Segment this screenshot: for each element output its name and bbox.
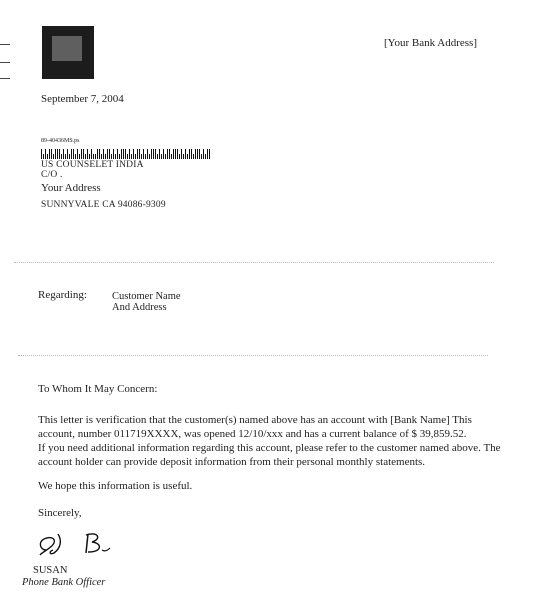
barcode-bar <box>105 154 106 159</box>
barcode-bar <box>165 154 166 159</box>
barcode-bar <box>41 149 42 159</box>
barcode-bar <box>209 149 210 159</box>
barcode-bar <box>49 149 50 159</box>
barcode-bar <box>147 149 148 159</box>
barcode-bar <box>163 149 164 159</box>
barcode-bar <box>111 154 112 159</box>
barcode-bar <box>133 149 134 159</box>
barcode-bar <box>63 149 64 159</box>
barcode-bar <box>65 154 66 159</box>
barcode-bar <box>141 154 142 159</box>
regarding-customer-name: Customer Name <box>112 291 181 302</box>
barcode-bar <box>69 154 70 159</box>
regarding-label: Regarding: <box>38 289 87 301</box>
barcode-bar <box>169 149 170 159</box>
bank-logo-redacted <box>42 26 94 79</box>
barcode-bar <box>115 154 116 159</box>
barcode-bar <box>127 154 128 159</box>
paragraph-line: account, number 011719XXXX, was opened 12/10/xxx and has a current balance of $ 39,859.52. <box>38 428 467 440</box>
barcode-bar <box>101 154 102 159</box>
barcode-bar <box>179 154 180 159</box>
barcode-bar <box>189 149 190 159</box>
barcode-bar <box>129 149 130 159</box>
barcode-bar <box>205 154 206 159</box>
barcode-bar <box>59 149 60 159</box>
logo-redaction-block <box>52 36 82 61</box>
barcode-bar <box>79 154 80 159</box>
barcode-bar <box>139 149 140 159</box>
postal-barcode <box>41 148 210 159</box>
barcode-bar <box>117 149 118 159</box>
barcode-bar <box>51 149 52 159</box>
salutation: To Whom It May Concern: <box>38 383 158 395</box>
barcode-bar <box>89 154 90 159</box>
barcode-bar <box>157 154 158 159</box>
barcode-bar <box>175 149 176 159</box>
barcode-bar <box>109 149 110 159</box>
barcode-bar <box>183 154 184 159</box>
barcode-bar <box>151 149 152 159</box>
barcode-bar <box>95 154 96 159</box>
barcode-bar <box>153 149 154 159</box>
barcode-bar <box>143 149 144 159</box>
barcode-bar <box>87 149 88 159</box>
barcode-bar <box>185 149 186 159</box>
barcode-bar <box>187 154 188 159</box>
barcode-bar <box>173 149 174 159</box>
barcode-bar <box>91 149 92 159</box>
barcode-bar <box>85 154 86 159</box>
barcode-bar <box>119 154 120 159</box>
paragraph-line: account holder can provide deposit information from their personal monthly statements. <box>38 456 426 468</box>
barcode-bar <box>137 149 138 159</box>
barcode-bar <box>149 154 150 159</box>
barcode-bar <box>81 149 82 159</box>
recipient-line-1: US COUNSELET INDIA <box>41 160 144 170</box>
barcode-bar <box>83 149 84 159</box>
barcode-bar <box>47 154 48 159</box>
barcode-bar <box>93 154 94 159</box>
barcode-bar <box>125 149 126 159</box>
letter-date: September 7, 2004 <box>41 93 124 105</box>
barcode-bar <box>71 149 72 159</box>
barcode-bar <box>75 154 76 159</box>
recipient-line-4: SUNNYVALE CA 94086-9309 <box>41 200 166 210</box>
barcode-bar <box>181 149 182 159</box>
paragraph-line: This letter is verification that the customer(s) named above has an account with [Bank Name] This <box>38 414 472 426</box>
barcode-bar <box>77 149 78 159</box>
barcode-bar <box>159 149 160 159</box>
barcode-bar <box>193 154 194 159</box>
fold-mark <box>0 44 10 45</box>
barcode-bar <box>135 154 136 159</box>
paragraph-line: If you need additional information regarding this account, please refer to the customer named above. The <box>38 442 501 454</box>
barcode-bar <box>107 149 108 159</box>
barcode-bar <box>123 149 124 159</box>
scan-artifact-line <box>18 355 488 357</box>
barcode-bar <box>167 149 168 159</box>
handwritten-signature <box>36 528 126 558</box>
barcode-bar <box>207 149 208 159</box>
barcode-bar <box>67 149 68 159</box>
barcode-bar <box>73 149 74 159</box>
barcode-bar <box>131 154 132 159</box>
barcode-bar <box>99 149 100 159</box>
barcode-bar <box>53 154 54 159</box>
scan-artifact-line <box>14 262 494 264</box>
regarding-address: And Address <box>112 302 167 313</box>
barcode-bar <box>113 149 114 159</box>
barcode-bar <box>201 154 202 159</box>
barcode-bar <box>61 154 62 159</box>
barcode-bar <box>191 149 192 159</box>
recipient-line-3: Your Address <box>41 182 101 194</box>
closing-paragraph: We hope this information is useful. <box>38 480 193 492</box>
barcode-bar <box>161 154 162 159</box>
signer-title: Phone Bank Officer <box>22 577 106 588</box>
barcode-bar <box>171 154 172 159</box>
recipient-line-2: C/O . <box>41 170 63 180</box>
barcode-bar <box>57 149 58 159</box>
barcode-bar <box>195 149 196 159</box>
barcode-bar <box>145 154 146 159</box>
barcode-bar <box>197 149 198 159</box>
barcode-bar <box>97 149 98 159</box>
barcode-bar <box>121 149 122 159</box>
barcode-bar <box>203 149 204 159</box>
barcode-bar <box>199 149 200 159</box>
barcode-bar <box>55 149 56 159</box>
barcode-bar <box>103 149 104 159</box>
fold-mark <box>0 62 10 63</box>
bank-address: [Your Bank Address] <box>384 37 477 49</box>
barcode-bar <box>45 149 46 159</box>
routing-code: 89-40436MS.ps <box>41 138 80 144</box>
barcode-bar <box>155 149 156 159</box>
barcode-bar <box>177 149 178 159</box>
signer-name: SUSAN <box>33 565 68 576</box>
fold-mark <box>0 78 10 79</box>
closing-sincerely: Sincerely, <box>38 507 82 519</box>
barcode-bar <box>43 154 44 159</box>
